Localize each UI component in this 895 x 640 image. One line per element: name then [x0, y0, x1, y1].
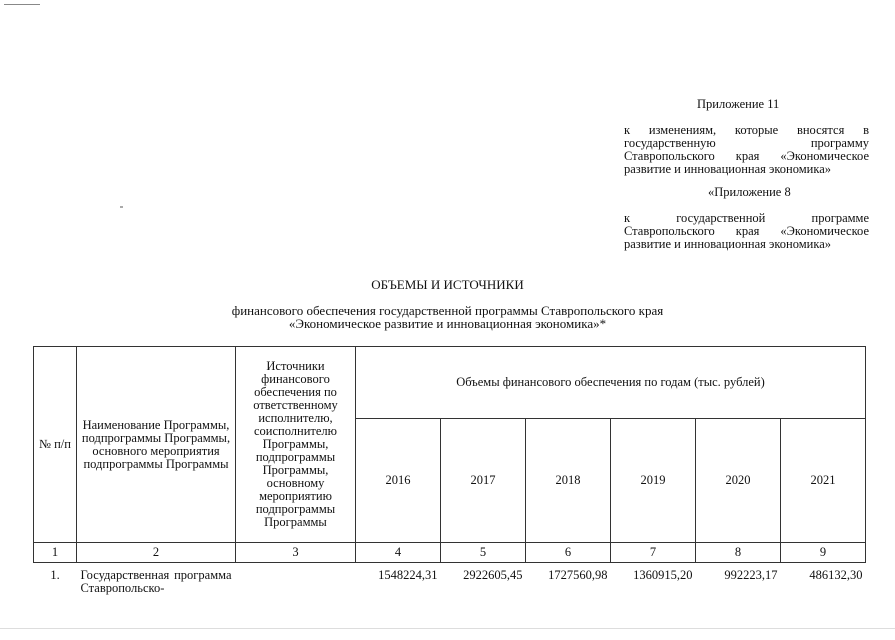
year-header: 2016 [356, 419, 441, 543]
year-header: 2019 [611, 419, 696, 543]
index-cell: 5 [441, 543, 526, 563]
index-cell: 6 [526, 543, 611, 563]
row-value: 992223,17 [724, 568, 778, 582]
appendix-title: Приложение 11 [697, 97, 780, 111]
header-row-1 [34, 347, 866, 419]
col-source-header: Источники финансового обеспечения по ответственному исполнителю, соисполнителю Программы, подпрограммы Программы, основному мероприятию подпрограммы Программы [236, 347, 356, 543]
year-header: 2021 [781, 419, 866, 543]
subtitle-line-2: «Экономическое развитие и инновационная экономика»* [288, 316, 607, 331]
row-num: 1. [50, 568, 60, 582]
col-num-header: № п/п [34, 347, 77, 543]
year-header: 2018 [526, 419, 611, 543]
index-cell: 7 [611, 543, 696, 563]
row-value: 1548224,31 [378, 568, 438, 582]
col-name-header: Наименование Программы, подпрограммы Программы, основного мероприятия подпрограммы Программы [77, 347, 236, 543]
index-cell: 2 [77, 543, 236, 563]
year-header: 2020 [696, 419, 781, 543]
col-years-group-header: Объемы финансового обеспечения по годам (тыс. рублей) [356, 347, 866, 419]
year-header: 2017 [441, 419, 526, 543]
index-cell: 3 [236, 543, 356, 563]
row-value: 1360915,20 [633, 568, 693, 582]
subtitle-line-1: финансового обеспечения государственной программы Ставропольского края [231, 303, 664, 318]
top-rule [4, 4, 40, 5]
row-source [236, 563, 356, 603]
document-title: ОБЪЕМЫ И ИСТОЧНИКИ [371, 277, 524, 292]
row-value: 486132,30 [809, 568, 863, 582]
index-row [34, 543, 866, 563]
table-row [34, 563, 866, 603]
row-value: 1727560,98 [548, 568, 608, 582]
index-cell: 8 [696, 543, 781, 563]
row-name: Государственная программа Ставропольско- [80, 568, 232, 595]
appendix2-title: «Приложение 8 [708, 185, 791, 199]
document-subtitle [0, 304, 895, 330]
scan-speck [120, 206, 123, 208]
index-cell: 1 [34, 543, 77, 563]
appendix2-text: к государственной программе Ставропольского края «Экономическое развитие и инновационная экономика» [624, 211, 869, 251]
index-cell: 4 [356, 543, 441, 563]
bottom-rule [0, 628, 895, 629]
index-cell: 9 [781, 543, 866, 563]
appendix-text: к изменениям, которые вносятся в государственную программу Ставропольского края «Экономическое развитие и инновационная экономика» [624, 123, 869, 176]
financing-table [33, 346, 866, 603]
row-value: 2922605,45 [463, 568, 523, 582]
